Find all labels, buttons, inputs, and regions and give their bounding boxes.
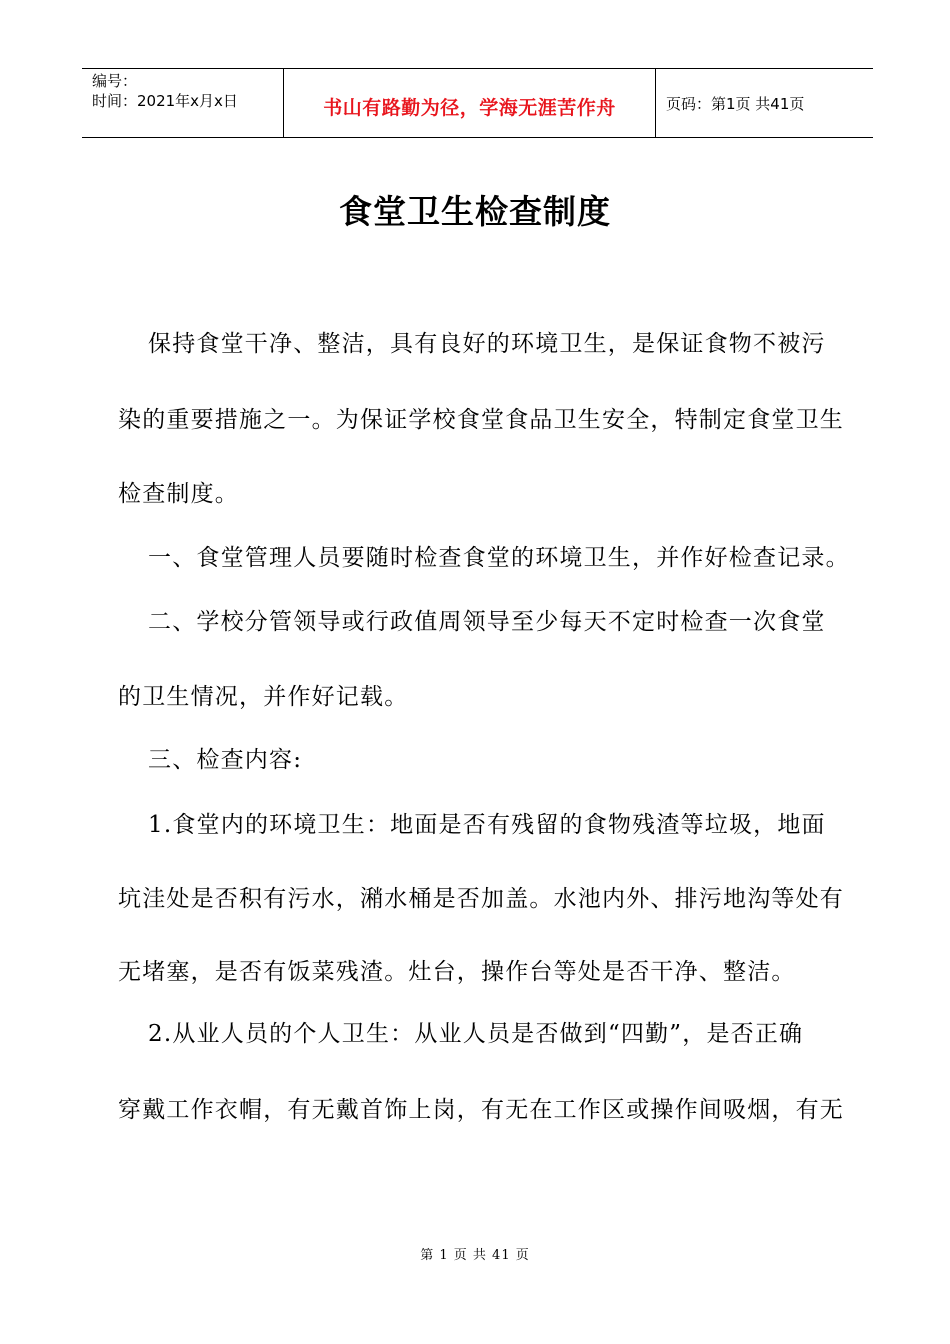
body-line: 保持食堂干净、整洁，具有良好的环境卫生，是保证食物不被污 bbox=[148, 331, 826, 357]
body-line: 三、检查内容: bbox=[148, 747, 303, 773]
footer-page-number: 第 1 页 共 41 页 bbox=[420, 1248, 530, 1263]
body-line: 一、食堂管理人员要随时检查食堂的环境卫生，并作好检查记录。 bbox=[148, 545, 850, 571]
header-meta-cell bbox=[82, 69, 284, 137]
header-page-info: 页码：第1页 共41页 bbox=[666, 94, 805, 113]
body-line: 1.食堂内的环境卫生：地面是否有残留的食物残渣等垃圾，地面 bbox=[148, 812, 826, 838]
header-motto-cell bbox=[284, 69, 656, 137]
document-number-label: 编号： bbox=[92, 72, 138, 90]
document-date-label: 时间：2021年x月x日 bbox=[92, 92, 238, 110]
body-line: 穿戴工作衣帽，有无戴首饰上岗，有无在工作区或操作间吸烟，有无 bbox=[118, 1097, 844, 1123]
body-line: 染的重要措施之一。为保证学校食堂食品卫生安全，特制定食堂卫生 bbox=[118, 407, 844, 433]
document-title: 食堂卫生检查制度 bbox=[339, 192, 611, 231]
body-line: 二、学校分管领导或行政值周领导至少每天不定时检查一次食堂 bbox=[148, 609, 826, 635]
body-line: 无堵塞，是否有饭菜残渣。灶台，操作台等处是否干净、整洁。 bbox=[118, 959, 796, 985]
body-line: 检查制度。 bbox=[118, 481, 239, 507]
header-page-cell bbox=[656, 69, 873, 137]
body-line: 坑洼处是否积有污水，潲水桶是否加盖。水池内外、排污地沟等处有 bbox=[118, 886, 844, 912]
header-table bbox=[82, 68, 873, 138]
body-line: 2.从业人员的个人卫生：从业人员是否做到“四勤”，是否正确 bbox=[148, 1021, 804, 1047]
body-line: 的卫生情况，并作好记载。 bbox=[118, 684, 409, 710]
header-motto: 书山有路勤为径，学海无涯苦作舟 bbox=[323, 96, 616, 119]
